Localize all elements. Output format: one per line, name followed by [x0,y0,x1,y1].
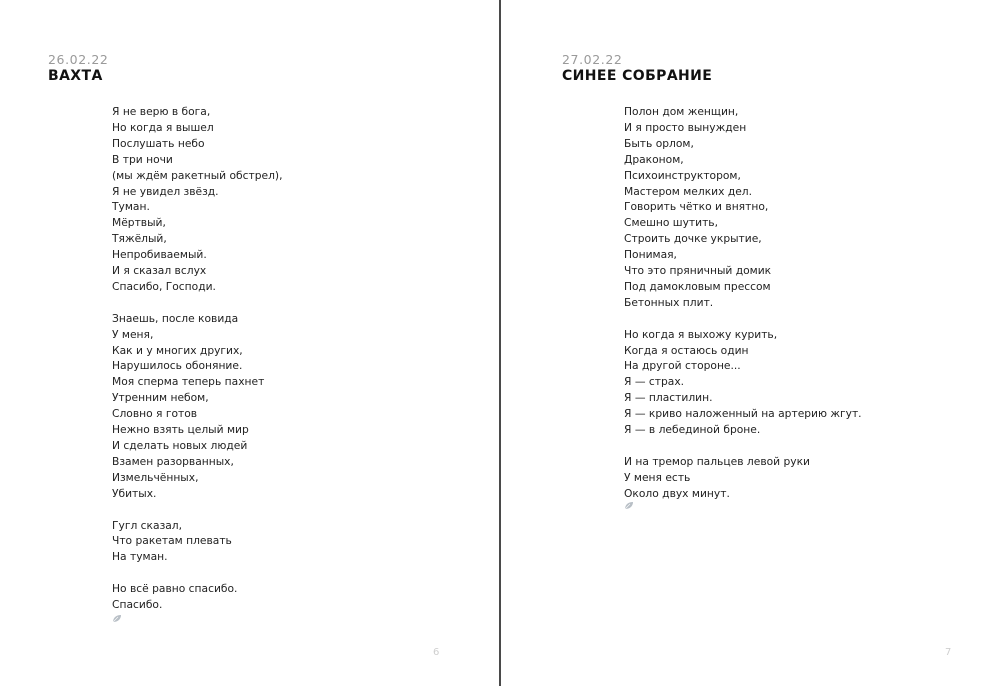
poem-line: Нежно взять целый мир [112,423,249,437]
poem-line: Взамен разорванных, [112,454,234,468]
poem-body [624,104,862,518]
poem-line: В три ночи [112,152,173,166]
leaf-icon [112,614,122,623]
poem-line: Что это пряничный домик [624,264,772,278]
poem-line: Как и у многих других, [112,343,243,357]
poem-date: 27.02.22 [562,52,623,67]
poem-line: Туман. [112,200,150,214]
poem-line: Нарушилось обоняние. [112,359,243,373]
poem-line: Я не увидел звёзд. [112,184,219,198]
poem-line: Говорить чётко и внятно, [624,200,769,214]
poem-line: Спасибо, Господи. [112,279,216,293]
poem-line: Непробиваемый. [112,248,207,262]
poem-line: Понимая, [624,248,677,262]
left-page [0,0,499,686]
page-number: 7 [945,647,952,658]
poem-date: 26.02.22 [48,52,109,67]
stanza [624,327,862,438]
poem-line: Быть орлом, [624,136,694,150]
poem-line: Послушать небо [112,136,205,150]
poem-line: Моя сперма теперь пахнет [112,375,265,389]
poem-line: Знаешь, после ковида [112,311,239,325]
poem-line: Бетонных плит. [624,295,714,309]
poem-line: На другой стороне... [624,359,741,373]
poem-body [112,104,282,629]
poem-line: Я — страх. [624,375,685,389]
right-page [501,0,1000,686]
poem-line: Около двух минут. [624,486,730,500]
poem-line: У меня есть [624,470,691,484]
poem-line: На туман. [112,550,168,564]
stanza [112,104,282,295]
stanza [624,104,862,311]
poem-line: Спасибо. [112,598,163,612]
poem-title: ВАХТА [48,68,103,84]
poem-line: Полон дом женщин, [624,105,739,118]
poem-line: Тяжёлый, [112,232,167,246]
stanza [624,454,862,502]
poem-line: Измельчённых, [112,470,199,484]
poem-line: Я — криво наложенный на артерию жгут. [624,407,862,421]
poem-line: Убитых. [112,486,157,500]
poem-line: Но когда я выхожу курить, [624,327,778,341]
poem-line: И на тремор пальцев левой руки [624,454,811,468]
poem-line: Драконом, [624,152,684,166]
leaf-icon [624,501,634,510]
poem-line: Но всё равно спасибо. [112,582,238,596]
poem-line: Я не верю в бога, [112,105,211,118]
poem-title: СИНЕЕ СОБРАНИЕ [562,68,713,84]
poem-line: Гугл сказал, [112,518,183,532]
poem-line: Но когда я вышел [112,120,214,134]
poem-line: Смешно шутить, [624,216,719,230]
poem-line: Строить дочке укрытие, [624,232,762,246]
poem-line: И сделать новых людей [112,439,248,453]
poem-line: Словно я готов [112,407,198,421]
poem-line: (мы ждём ракетный обстрел), [112,168,283,182]
poem-line: Мёртвый, [112,216,166,230]
poem-line: Психоинструктором, [624,168,741,182]
poem-line: Мастером мелких дел. [624,184,753,198]
stanza [112,311,282,502]
poem-line: Утренним небом, [112,391,209,405]
stanza [112,518,282,566]
poem-line: Я — пластилин. [624,391,713,405]
poem-line: Я — в лебединой броне. [624,423,761,437]
poem-line: Когда я остаюсь один [624,343,749,357]
stanza [112,581,282,613]
poem-line: Что ракетам плевать [112,534,232,548]
poem-line: И я просто вынужден [624,120,747,134]
page-number: 6 [433,647,440,658]
poem-line: У меня, [112,327,154,341]
poem-line: Под дамокловым прессом [624,279,771,293]
poem-line: И я сказал вслух [112,264,207,278]
